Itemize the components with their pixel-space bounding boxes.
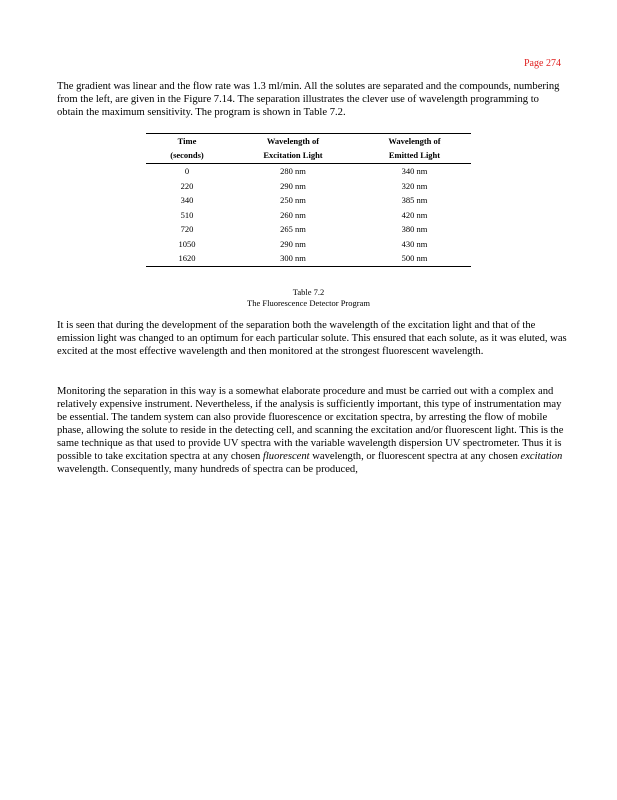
cell-excitation: 250 nm bbox=[280, 195, 306, 205]
table-caption bbox=[146, 287, 471, 309]
cell-excitation: 290 nm bbox=[280, 180, 306, 191]
fluorescence-program-table bbox=[146, 133, 471, 267]
header-emitted-sub: Emitted Light bbox=[358, 148, 471, 164]
cell-excitation: 260 nm bbox=[280, 209, 306, 220]
table-row bbox=[146, 222, 471, 237]
header-time-unit: (seconds) bbox=[146, 148, 228, 164]
cell-excitation: 265 nm bbox=[280, 224, 306, 234]
paragraph-intro: The gradient was linear and the flow rate was 1.3 ml/min. All the solutes are separated and the compounds, numbering from the left, are given in the Figure 7.14. The separation illustrates the clever use of wavelength programming to obtain the maximum sensitivity. The program is shown in Table 7.2. bbox=[57, 81, 560, 118]
p3-italic-excitation: excitation bbox=[520, 451, 563, 462]
caption-number: Table 7.2 bbox=[292, 287, 325, 297]
table-row bbox=[146, 179, 471, 194]
cell-time: 1050 bbox=[178, 238, 196, 249]
p3-text-1: Monitoring the separation in this way is a somewhat elaborate procedure and must be carried out with a complex and relatively expensive instrument. Nevertheless, if the analysis is sufficiently important, this type of instrumentation may be essential. The tandem system can also provide fluorescence or excitation spectra, by arresting the flow of mobile phase, allowing the solute to reside in the detecting cell, and scanning the excitation and/or fluorescent light. This is the same technique as that used to provide UV spectra with the variable wavelength dispersion UV spectrometer. Thus it is possible to take excitation spectra at any chosen bbox=[57, 386, 564, 462]
cell-emitted: 500 nm bbox=[401, 253, 428, 263]
p3-text-3: wavelength. Consequently, many hundreds of spectra can be produced, bbox=[57, 464, 358, 475]
table-row bbox=[146, 193, 471, 208]
cell-excitation: 290 nm bbox=[280, 238, 306, 249]
cell-excitation: 280 nm bbox=[280, 166, 306, 176]
cell-excitation: 300 nm bbox=[280, 253, 306, 263]
cell-emitted: 320 nm bbox=[401, 180, 428, 191]
table-row bbox=[146, 208, 471, 223]
header-time: Time bbox=[177, 136, 197, 146]
paragraph-wavelength-discussion: It is seen that during the development of the separation both the wavelength of the excitation light and that of the emission light was changed to an optimum for each particular solute. This ensured that each solute, as it was eluted, was excited at the most effective wavelength and then monitored at the strongest fluorescent wavelength. bbox=[57, 320, 567, 357]
cell-time: 0 bbox=[184, 166, 190, 176]
cell-time: 720 bbox=[180, 224, 194, 234]
header-excitation: Wavelength of bbox=[266, 136, 320, 146]
cell-emitted: 340 nm bbox=[401, 166, 428, 176]
p3-italic-fluorescent: fluorescent bbox=[262, 451, 310, 462]
cell-time: 1620 bbox=[178, 253, 196, 263]
header-excitation-sub: Excitation Light bbox=[228, 148, 358, 164]
cell-time: 340 bbox=[180, 195, 194, 205]
table-row bbox=[146, 237, 471, 252]
header-emitted: Wavelength of bbox=[388, 136, 441, 146]
paragraph-monitoring bbox=[57, 385, 567, 476]
cell-emitted: 420 nm bbox=[401, 209, 428, 220]
cell-emitted: 385 nm bbox=[401, 195, 428, 205]
cell-emitted: 380 nm bbox=[401, 224, 428, 234]
cell-time: 510 bbox=[180, 209, 194, 220]
caption-title: The Fluorescence Detector Program bbox=[247, 298, 370, 308]
cell-emitted: 430 nm bbox=[401, 238, 428, 249]
table-row bbox=[146, 251, 471, 266]
p3-text-2: wavelength, or fluorescent spectra at any chosen bbox=[309, 451, 521, 462]
cell-time: 220 bbox=[180, 180, 194, 191]
table-row bbox=[146, 164, 471, 179]
page-number: Page 274 bbox=[524, 58, 561, 69]
